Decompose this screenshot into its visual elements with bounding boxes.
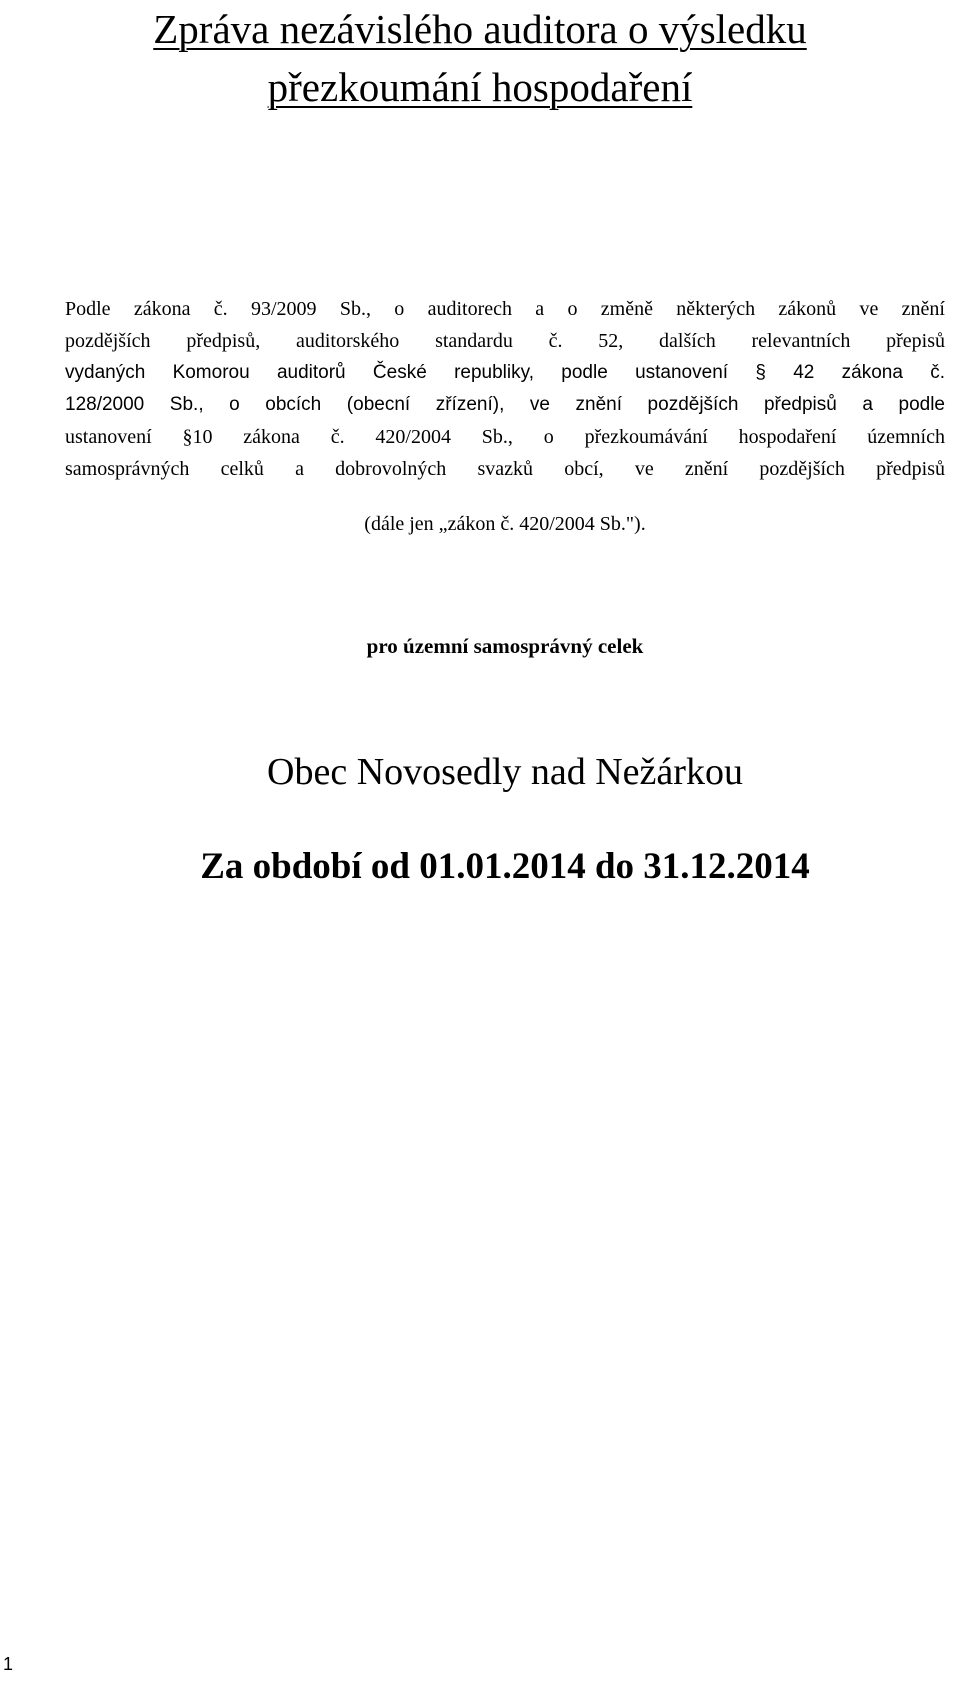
intro-line-2: pozdějších předpisů, auditorského standardu č. 52, dalších relevantních přepisů xyxy=(65,330,945,352)
intro-paragraph xyxy=(65,293,945,485)
document-title-line-1: Zpráva nezávislého auditora o výsledku xyxy=(153,6,807,52)
intro-line-3: vydaných Komorou auditorů České republiky, podle ustanovení § 42 zákona č. xyxy=(65,362,945,383)
intro-line-4: 128/2000 Sb., o obcích (obecní zřízení), ve znění pozdějších předpisů a podle xyxy=(65,394,945,415)
intro-line-1: Podle zákona č. 93/2009 Sb., o auditorech a o změně některých zákonů ve znění xyxy=(65,298,945,320)
reporting-period: Za období od 01.01.2014 do 31.12.2014 xyxy=(200,846,810,887)
intro-line-6: samosprávných celků a dobrovolných svazků obcí, ve znění pozdějších předpisů xyxy=(65,458,945,480)
dale-jen-note: (dále jen „zákon č. 420/2004 Sb."). xyxy=(364,513,646,535)
entity-name: Obec Novosedly nad Nežárkou xyxy=(267,751,743,793)
document-title-line-2: přezkoumání hospodaření xyxy=(267,64,693,110)
page-number: 1 xyxy=(3,1654,14,1674)
document-subtitle: pro územní samosprávný celek xyxy=(366,634,644,658)
intro-line-5: ustanovení §10 zákona č. 420/2004 Sb., o přezkoumávání hospodaření územních xyxy=(65,426,945,448)
document-title xyxy=(40,0,920,116)
